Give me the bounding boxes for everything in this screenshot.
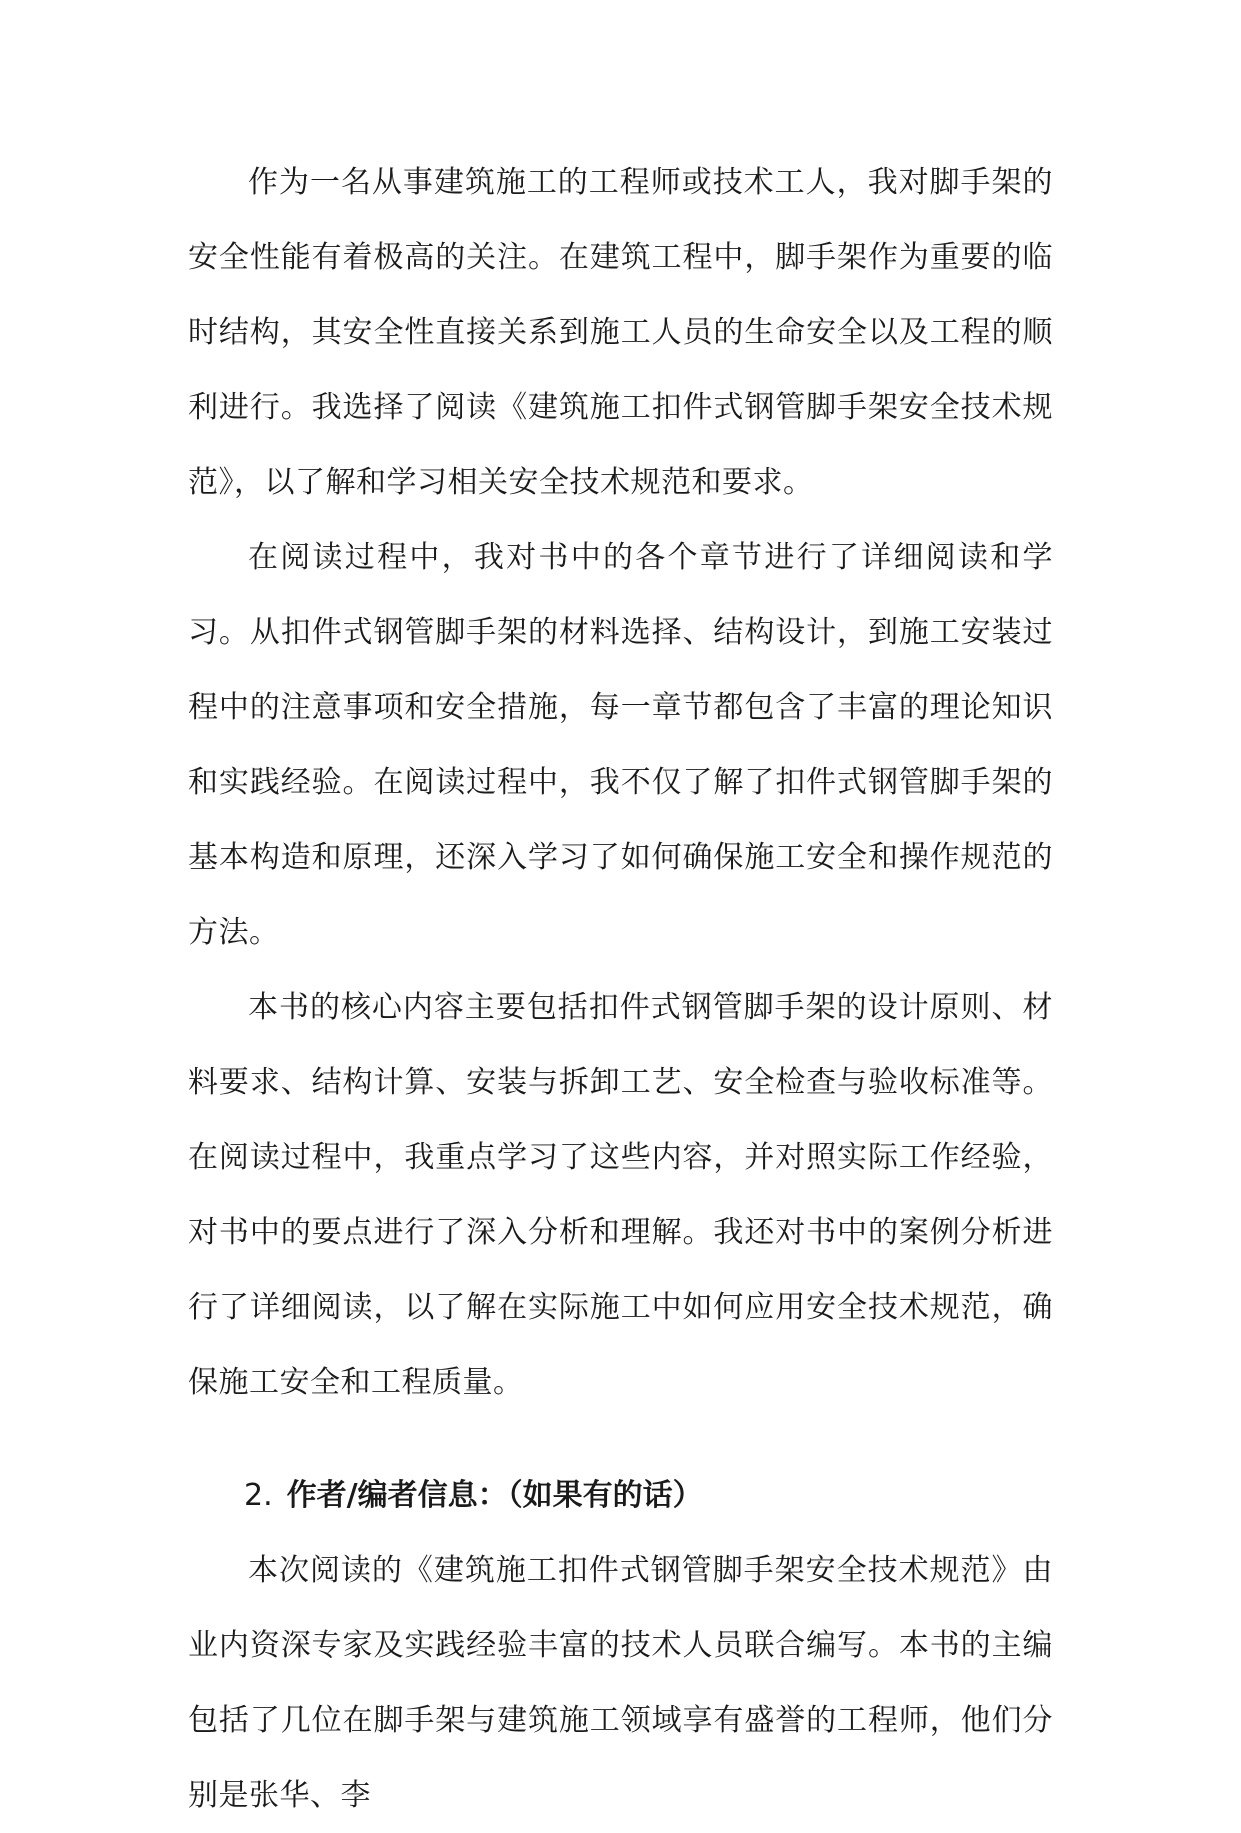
document-body xyxy=(188,145,1053,1833)
paragraph-author-info: 本次阅读的《建筑施工扣件式钢管脚手架安全技术规范》由业内资深专家及实践经验丰富的技术人员联合编写。本书的主编包括了几位在脚手架与建筑施工领域享有盛誉的工程师，他们分别是张华、李 xyxy=(188,1553,1053,1813)
paragraph-reading-process: 在阅读过程中，我对书中的各个章节进行了详细阅读和学习。从扣件式钢管脚手架的材料选择、结构设计，到施工安装过程中的注意事项和安全措施，每一章节都包含了丰富的理论知识和实践经验。在阅读过程中，我不仅了解了扣件式钢管脚手架的基本构造和原理，还深入学习了如何确保施工安全和操作规范的方法。 xyxy=(188,540,1053,950)
paragraph-intro: 作为一名从事建筑施工的工程师或技术工人，我对脚手架的安全性能有着极高的关注。在建筑工程中，脚手架作为重要的临时结构，其安全性直接关系到施工人员的生命安全以及工程的顺利进行。我选择了阅读《建筑施工扣件式钢管脚手架安全技术规范》，以了解和学习相关安全技术规范和要求。 xyxy=(188,165,1053,500)
paragraph-core-content: 本书的核心内容主要包括扣件式钢管脚手架的设计原则、材料要求、结构计算、安装与拆卸工艺、安全检查与验收标准等。在阅读过程中，我重点学习了这些内容，并对照实际工作经验，对书中的要点进行了深入分析和理解。我还对书中的案例分析进行了详细阅读，以了解在实际施工中如何应用安全技术规范，确保施工安全和工程质量。 xyxy=(188,990,1053,1400)
section-number: 2. xyxy=(244,1478,273,1513)
section-heading-author xyxy=(188,1458,1053,1533)
section-title: 作者/编者信息：（如果有的话） xyxy=(286,1478,703,1513)
